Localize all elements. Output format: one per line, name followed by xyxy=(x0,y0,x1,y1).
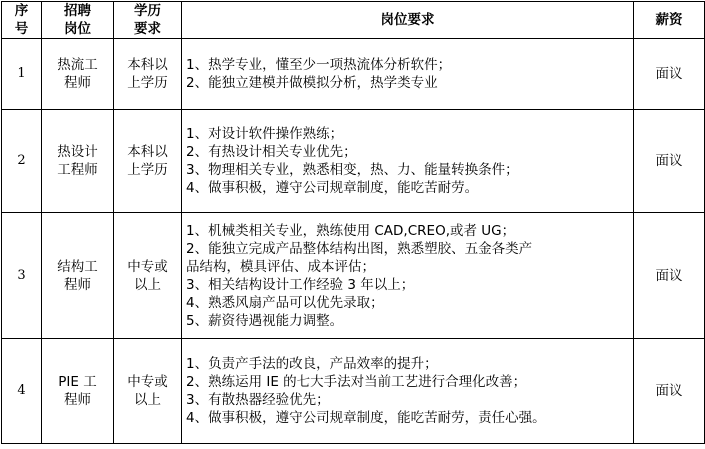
row-salary: 面议 xyxy=(634,339,705,444)
row-education: 中专或 以上 xyxy=(114,213,182,339)
row-salary: 面议 xyxy=(634,39,705,110)
row-salary: 面议 xyxy=(634,110,705,213)
row-requirements: 1、机械类相关专业，熟练使用 CAD,CREO,或者 UG； 2、能独立完成产品整体结构出图，熟悉塑胶、五金各类产 品结构，模具评估、成本评估； 3、相关结构设计工作经验 3 年以上； 4、熟悉风扇产品可以优先录取； 5、薪资待遇视能力调整。 xyxy=(182,213,634,339)
table-row xyxy=(2,110,705,213)
row-index: 3 xyxy=(2,213,42,339)
header-requirements: 岗位要求 xyxy=(182,2,634,39)
job-table xyxy=(1,1,705,444)
table-row xyxy=(2,339,705,444)
row-position: 结构工 程师 xyxy=(42,213,114,339)
header-index: 序 号 xyxy=(2,2,42,39)
header-position: 招聘 岗位 xyxy=(42,2,114,39)
row-index: 2 xyxy=(2,110,42,213)
table-row xyxy=(2,213,705,339)
row-position: PIE 工 程师 xyxy=(42,339,114,444)
header-salary: 薪资 xyxy=(634,2,705,39)
header-row xyxy=(2,2,705,39)
header-education: 学历 要求 xyxy=(114,2,182,39)
row-index: 1 xyxy=(2,39,42,110)
row-education: 本科以 上学历 xyxy=(114,110,182,213)
row-index: 4 xyxy=(2,339,42,444)
row-position: 热流工 程师 xyxy=(42,39,114,110)
row-position: 热设计 工程师 xyxy=(42,110,114,213)
row-requirements: 1、负责产手法的改良，产品效率的提升； 2、熟练运用 IE 的七大手法对当前工艺进行合理化改善； 3、有散热器经验优先； 4、做事积极，遵守公司规章制度，能吃苦耐劳，责任心强。 xyxy=(182,339,634,444)
row-requirements: 1、对设计软件操作熟练； 2、有热设计相关专业优先； 3、物理相关专业，熟悉相变，热、力、能量转换条件； 4、做事积极，遵守公司规章制度，能吃苦耐劳。 xyxy=(182,110,634,213)
row-salary: 面议 xyxy=(634,213,705,339)
row-education: 中专或 以上 xyxy=(114,339,182,444)
row-requirements: 1、热学专业，懂至少一项热流体分析软件； 2、能独立建模并做模拟分析，热学类专业 xyxy=(182,39,634,110)
row-education: 本科以 上学历 xyxy=(114,39,182,110)
table-row xyxy=(2,39,705,110)
